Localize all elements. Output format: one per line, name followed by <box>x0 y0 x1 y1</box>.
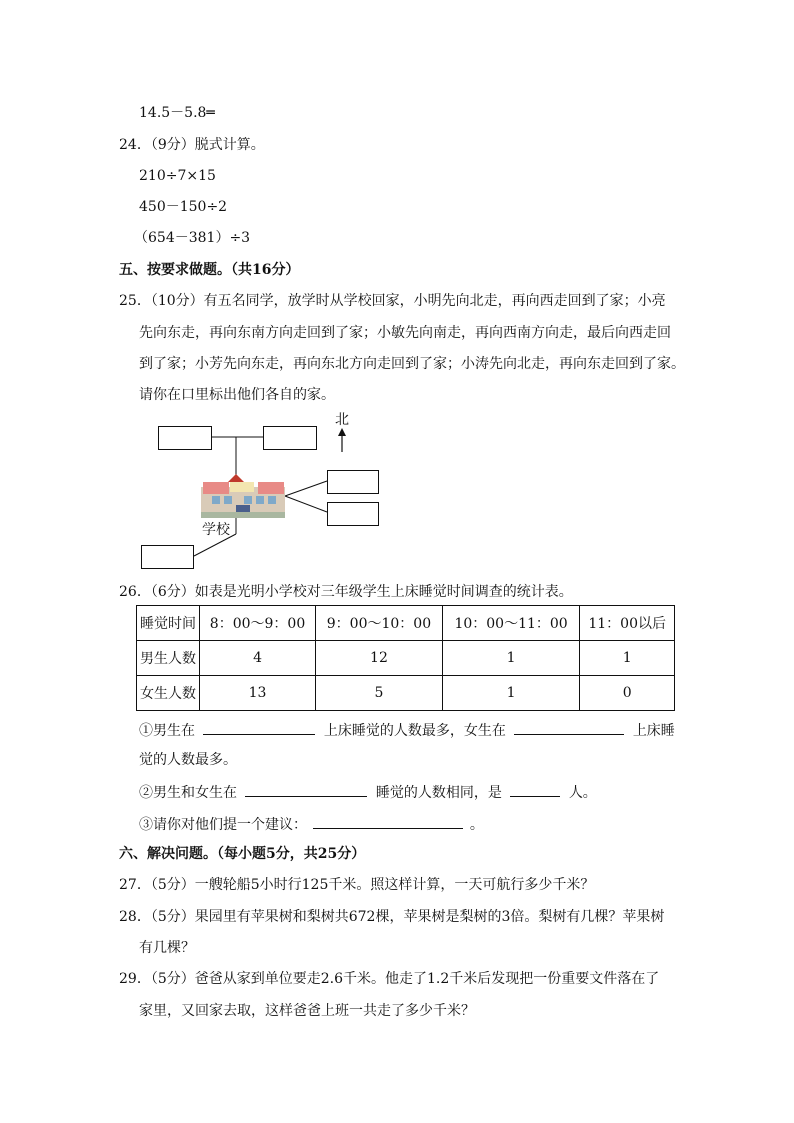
table-cell: 女生人数 <box>137 676 200 711</box>
table-cell: 1 <box>442 641 580 676</box>
table-header-cell: 8：00～9：00 <box>200 606 316 641</box>
q26-sub2-text-a: ②男生和女生在 <box>139 785 237 801</box>
north-label: 北 <box>335 412 349 428</box>
home-box-xiaofang[interactable] <box>327 470 379 494</box>
q26-sub2-text-b: 睡觉的人数相同，是 <box>375 785 502 801</box>
home-box-xiaoming[interactable] <box>158 426 212 450</box>
q26-sub1-text-a: ①男生在 <box>139 723 195 739</box>
school-label: 学校 <box>202 522 230 538</box>
q24-item-1: 210÷7×15 <box>139 168 216 184</box>
table-header-cell: 10：00～11：00 <box>442 606 580 641</box>
table-row <box>137 641 675 676</box>
q25-line-2: 先向东走，再向东南方向走回到了家；小敏先向南走，再向西南方向走，最后向西走回 <box>139 325 671 341</box>
section-6-title: 六、解决问题。（每小题5分，共25分） <box>119 846 366 862</box>
home-box-xiaoliang[interactable] <box>327 502 379 526</box>
q27-text: 27．（5分）一艘轮船5小时行125千米。照这样计算，一天可航行多少千米？ <box>119 877 595 893</box>
q23-expression: 14.5－5.8═ <box>139 105 215 121</box>
q24-item-2: 450－150÷2 <box>139 199 228 215</box>
q26-sub3-text-b: 。 <box>469 817 484 833</box>
q25-line-1: 25．（10分）有五名同学，放学时从学校回家，小明先向北走，再向西走回到了家；小亮 <box>119 293 666 309</box>
q26-sub3 <box>139 814 484 834</box>
north-arrow-head <box>338 428 346 436</box>
answer-blank-4[interactable] <box>510 782 560 797</box>
table-header-cell: 睡觉时间 <box>137 606 200 641</box>
q26-sub1-line2: 觉的人数最多。 <box>139 752 237 768</box>
table-cell: 1 <box>580 641 675 676</box>
table-cell: 5 <box>316 676 443 711</box>
q28-line-1: 28．（5分）果园里有苹果树和梨树共672棵，苹果树是梨树的3倍。梨树有几棵？苹果树 <box>119 909 665 925</box>
table-cell: 男生人数 <box>137 641 200 676</box>
table-header-cell: 9：00～10：00 <box>316 606 443 641</box>
q24-item-3: （654－381）÷3 <box>134 230 251 246</box>
q29-line-2: 家里，又回家去取，这样爸爸上班一共走了多少千米？ <box>139 1003 475 1019</box>
answer-blank-3[interactable] <box>245 782 367 797</box>
q26-sub1-line1 <box>139 720 675 740</box>
q24-heading: 24．（9分）脱式计算。 <box>119 137 265 153</box>
map-line-southeast <box>285 496 327 512</box>
table-header-row <box>137 606 675 641</box>
q25-line-3: 到了家；小芳先向东走，再向东北方向走回到了家；小涛先向北走，再向东走回到了家。 <box>139 356 685 372</box>
home-box-xiaotao[interactable] <box>263 426 317 450</box>
section-5-title: 五、按要求做题。（共16分） <box>119 262 300 278</box>
q26-heading: 26．（6分）如表是光明小学校对三年级学生上床睡觉时间调查的统计表。 <box>119 584 573 600</box>
q26-sub2 <box>139 782 597 802</box>
school-building-icon <box>201 474 285 518</box>
q26-sub1-text-b: 上床睡觉的人数最多，女生在 <box>323 723 506 739</box>
sleep-time-table <box>136 605 675 711</box>
map-line-northeast <box>285 481 327 496</box>
q26-sub3-text-a: ③请你对他们提一个建议： <box>139 817 307 833</box>
table-row <box>137 676 675 711</box>
table-cell: 4 <box>200 641 316 676</box>
home-box-xiaomin[interactable] <box>141 545 194 569</box>
table-cell: 12 <box>316 641 443 676</box>
answer-blank-1[interactable] <box>203 720 315 735</box>
q26-sub2-text-c: 人。 <box>568 785 597 801</box>
table-cell: 13 <box>200 676 316 711</box>
table-cell: 0 <box>580 676 675 711</box>
answer-blank-2[interactable] <box>514 720 624 735</box>
q28-line-2: 有几棵？ <box>139 940 195 956</box>
q25-line-4: 请你在口里标出他们各自的家。 <box>139 387 335 403</box>
q29-line-1: 29．（5分）爸爸从家到单位要走2.6千米。他走了1.2千米后发现把一份重要文件落在了 <box>119 971 660 987</box>
answer-blank-5[interactable] <box>313 814 463 829</box>
table-header-cell: 11：00以后 <box>580 606 675 641</box>
table-cell: 1 <box>442 676 580 711</box>
q26-sub1-text-c: 上床睡 <box>632 723 675 739</box>
